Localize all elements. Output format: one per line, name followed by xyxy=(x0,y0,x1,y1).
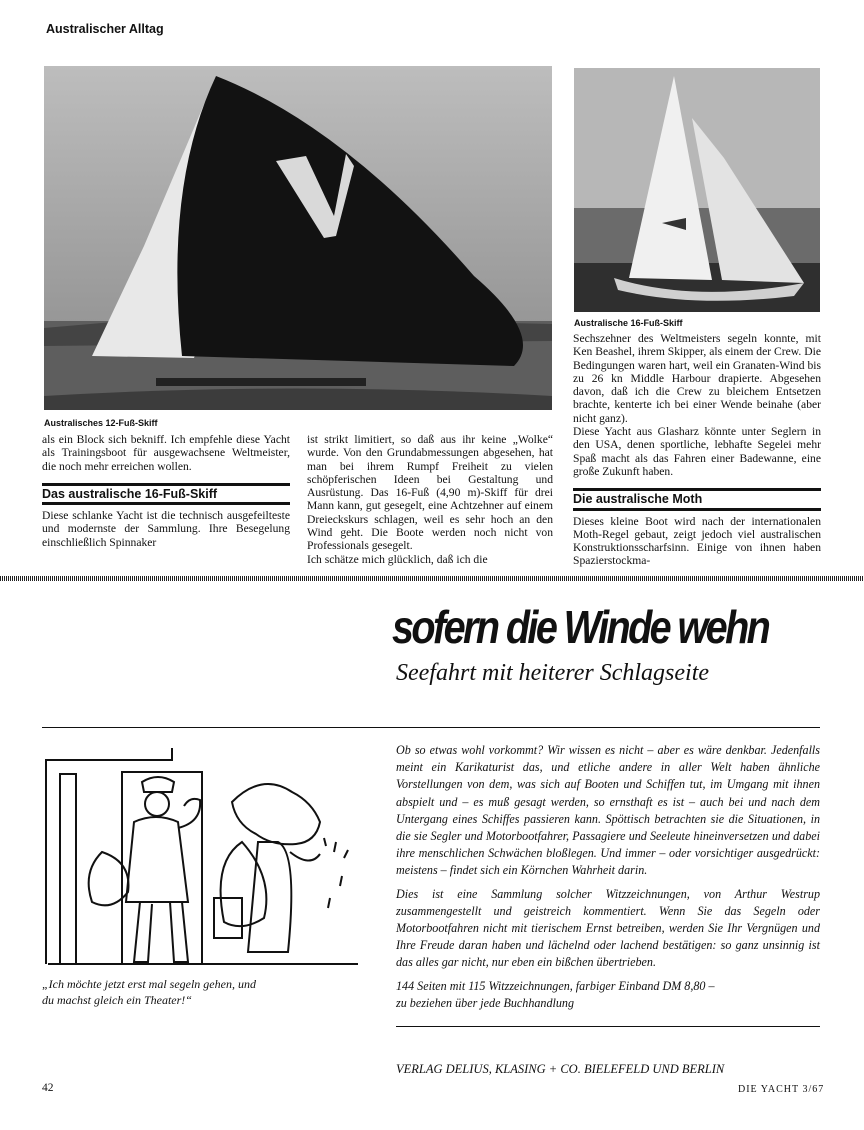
article-column-1 xyxy=(42,433,290,549)
article-paragraph: ist strikt limitiert, so daß aus ihr keine „Wolke“ wurde. Von den Grundabmessungen abgesehen, hat man bei ihrem Rumpf Freiheit zu vielen schöpferischen Ideen bei Gestaltung und Ausrüstung. Das 16-Fuß (4,90 m)-Skiff für drei Mann kann, gut gesegelt, eine Achtzehner auf einem Dreieckskurs schlagen, weil es sehr hoch an den Wind geht. Die Boote werden noch nicht von Professionals gesegelt. xyxy=(307,433,553,553)
article-paragraph: Sechszehner des Weltmeisters segeln konnte, mit Ken Beashel, ihrem Skipper, als einem der Crew. Die Bedingungen waren hart, weil ein Granaten-Wind bis zu 26 kn Middle Harbour drapierte. Abgesehen davon, daß ich die Crew zu bleichem Entsetzen brachte, kenterte ich bei einer Wende beinahe (aber nicht ganz). xyxy=(573,332,821,425)
photo-left-caption: Australisches 12-Fuß-Skiff xyxy=(44,418,158,428)
photo-right-caption: Australische 16-Fuß-Skiff xyxy=(574,318,683,328)
ad-title: sofern die Winde wehn xyxy=(392,601,769,653)
cartoon-illustration xyxy=(42,742,362,970)
magazine-issue: DIE YACHT 3/67 xyxy=(738,1084,825,1095)
article-column-2 xyxy=(307,433,553,566)
ad-body xyxy=(396,742,820,1012)
ad-paragraph: Dies ist eine Sammlung solcher Witzzeichnungen, von Arthur Westrup zusammengestellt und geistreich kommentiert. Wenn Sie das Segeln oder Motorbootfahren nicht mit tierischem Ernst betreiben, werden Sie Ihr Vergnügen und Ihre Freude daran haben und lächelnd oder lachend bestätigen: so ganz unsinnig ist das alles gar nicht, nur eben ein bißchen übertrieben. xyxy=(396,886,820,970)
subheading-moth: Die australische Moth xyxy=(573,488,821,510)
article-paragraph: Diese schlanke Yacht ist die technisch ausgefeilteste und modernste der Sammlung. Ihre Besegelung einschließlich Spinnaker xyxy=(42,509,290,549)
article-paragraph: Diese Yacht aus Glasharz könnte unter Seglern in den USA, denen sportliche, lebhafte Segelei mehr Spaß macht als das Fahren einer Badewanne, eine große Zukunft haben. xyxy=(573,425,821,478)
cartoon-caption-line: „Ich möchte jetzt erst mal segeln gehen, und xyxy=(42,977,256,991)
cartoon-caption-line: du machst gleich ein Theater!“ xyxy=(42,993,192,1007)
ad-subtitle: Seefahrt mit heiterer Schlagseite xyxy=(396,660,710,686)
skiff-sail-illustration xyxy=(574,68,820,312)
cartoon-caption xyxy=(42,976,362,1008)
section-label: Australischer Alltag xyxy=(46,22,164,36)
publisher-line: VERLAG DELIUS, KLASING + CO. BIELEFELD UND BERLIN xyxy=(396,1062,725,1076)
page-number: 42 xyxy=(42,1082,54,1094)
ad-bottom-rule xyxy=(396,1026,820,1027)
ad-offer-line: 144 Seiten mit 115 Witzzeichnungen, farbiger Einband DM 8,80 – xyxy=(396,978,715,993)
hatched-divider xyxy=(0,576,864,581)
article-paragraph: als ein Block sich bekniff. Ich empfehle diese Yacht als Trainingsboot für ausgewachsene Weltmeister, die noch mehr erreichen wollen. xyxy=(42,433,290,473)
article-column-3 xyxy=(573,332,821,568)
ad-top-rule xyxy=(42,727,820,728)
skiff-sail-illustration xyxy=(44,66,552,410)
ad-paragraph: Ob so etwas wohl vorkommt? Wir wissen es nicht – aber es wäre denkbar. Jedenfalls meint ein Karikaturist das, und etliche andere in aller Welt haben ähnliche Vorstellungen von dem, was sich auf Booten und Schiffen tut, im Umgang mit ihnen abspielt und – es muß gesagt werden, so ernsthaft es ist – auch bei und nach dem Untergang eines Schiffes passieren kann. Spöttisch betrachten sie die Situationen, in die sie Segler und Motorbootfahrer, Passagiere und Seeleute hineinversetzen und dabei ihre menschlichen Schwächen bloßlegen. Und immer – oder vorsichtiger ausgedrückt: meistens – findet sich ein Körnchen Wahrheit darin. xyxy=(396,743,820,878)
photo-16-foot-skiff xyxy=(574,68,820,312)
article-paragraph: Ich schätze mich glücklich, daß ich die xyxy=(307,552,488,566)
subheading-16-foot-skiff: Das australische 16-Fuß-Skiff xyxy=(42,483,290,505)
photo-12-foot-skiff xyxy=(44,66,552,410)
article-paragraph: Dieses kleine Boot wird nach der internationalen Moth-Regel gebaut, zeigt jedoch viel australischen Konstruktionsscharfsinn. Einige von ihnen haben Spazierstockma- xyxy=(573,514,821,568)
ad-offer-line: zu beziehen über jede Buchhandlung xyxy=(396,995,575,1010)
